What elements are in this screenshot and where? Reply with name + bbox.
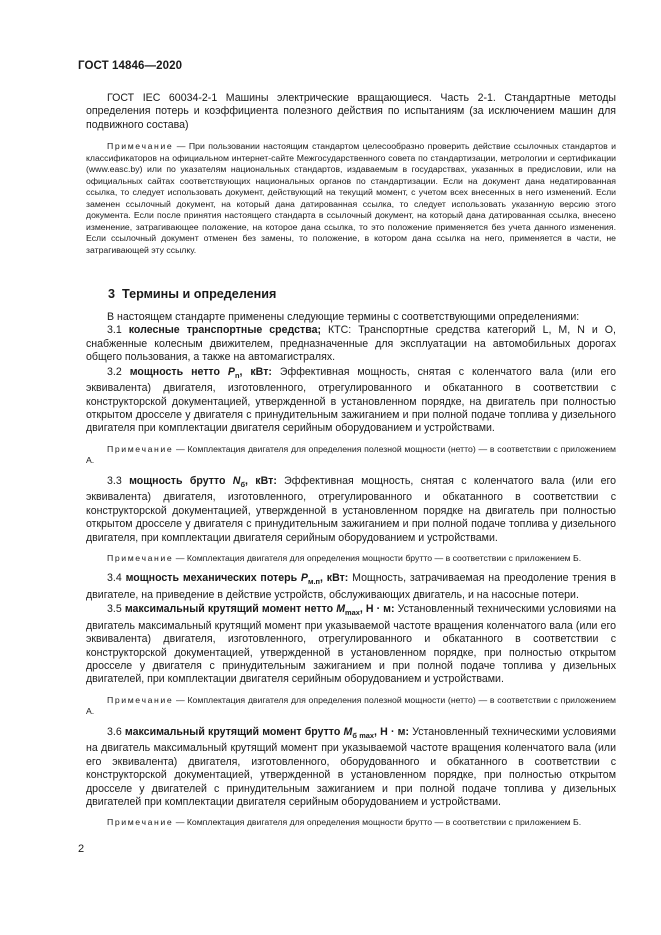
section-number: 3 xyxy=(108,287,116,301)
term-label: максимальный крутящий момент брутто $M_{б max}$, Н · м: xyxy=(124,725,410,740)
document-header: ГОСТ 14846—2020 xyxy=(78,60,183,72)
term-label: мощность нетто $P_n$, кВт: xyxy=(129,365,272,380)
term-3-4: 3.4 мощность механических потерь $P_{м.п}$, кВт: Мощность, затрачиваемая на преодоление трения в двигателе, на приведение в действие устройств, обслуживающих двигатель, и на насосные потери. xyxy=(86,572,616,601)
note-label: Примечание xyxy=(107,141,174,152)
term-3-1: 3.1 колесные транспортные средства; КТС: Транспортные средства категорий L, M, N и O, снабженные колесным движителем, предназначенные для эксплуатации на автомобильных дорогах общего пользования, а также на автомагистралях. xyxy=(86,324,616,364)
term-3-3: 3.3 мощность брутто $N_б$, кВт: Эффективная мощность, снятая с коленчатого вала (или его эквивалента) двигателя, изготовленного, отрегулированного и обкатанного в соответствии с конструкторской документацией, утвержденной в установленном порядке на двигатель при полностью открытом дросселе у двигателя с принудительным зажиганием и при полной подаче топлива у дизельного двигателя, при комплектации двигателя серийным оборудованием и устройствами. xyxy=(86,474,616,544)
page-number: 2 xyxy=(78,843,85,855)
note-intro: Примечание — При пользовании настоящим стандартом целесообразно проверить действие ссылочных стандартов и классификаторов на официальном интернет-сайте Межгосударственного совета по стандартизации, метрологии и сертификации (www.easc.by) или по указателям национальных стандартов, издаваемым в государствах, указанных в предисловии, или на официальных сайтах соответствующих национальных органов по стандартизации. Если на документ дана недатированная ссылка, то следует использовать документ, действующий на текущий момент, с учетом всех внесенных в него изменений. Если заменен ссылочный документ, на который дана датированная ссылка, то следует использовать указанную версию этого документа. Если после принятия настоящего стандарта в ссылочный документ, на который дана датированная ссылка, внесено изменение, затрагивающее положение, на которое дана ссылка, то это положение применяется без учета данного изменения. Если ссылочный документ отменен без замены, то положение, в котором дана ссылка на него, применяется в части, не затрагивающей эту ссылку. xyxy=(86,141,616,255)
term-3-5: 3.5 максимальный крутящий момент нетто $M_{max}$, Н · м: Установленный техническими условиями на двигатель максимальный крутящий момент при указываемой частоте вращения коленчатого вала (или его эквивалента) двигателя, изготовленного, отрегулированного и обкатанного в соответствии с конструкторской документацией, утвержденной в установленном порядке, при полностью открытом дросселе у двигателя с принудительным зажиганием и при полной подаче топлива у дизельных двигателей, при комплектации двигателя серийным оборудованием и устройствами. xyxy=(86,603,616,686)
term-label: максимальный крутящий момент нетто $M_{max}$, Н · м: xyxy=(124,603,395,618)
note-3-2: Примечание — Комплектация двигателя для определения полезной мощности (нетто) — в соответствии с приложением А. xyxy=(86,443,616,466)
term-label: мощность механических потерь $P_{м.п}$, кВт: xyxy=(125,572,349,587)
reference-iec: ГОСТ IEC 60034-2-1 Машины электрические вращающиеся. Часть 2-1. Стандартные методы определения потерь и коэффициента полезного действия по испытаниям (за исключением машин для подвижного состава) xyxy=(86,92,616,131)
note-3-3: Примечание — Комплектация двигателя для определения мощности брутто — в соответствии с приложением Б. xyxy=(107,552,582,563)
term-3-2: 3.2 мощность нетто $P_n$, кВт: Эффективная мощность, снятая с коленчатого вала (или его эквивалента) двигателя, изготовленного, отрегулированного и обкатанного в соответствии с конструкторской документацией, утвержденной в установленном порядке, на двигатель при полностью открытом дросселе у двигателя с принудительным зажиганием и при полной подаче топлива у дизельного двигателя при комплектации двигателя серийным оборудованием и устройствами. xyxy=(86,365,616,435)
term-label: мощность брутто $N_б$, кВт: xyxy=(129,474,277,489)
section-heading xyxy=(108,287,276,301)
terms-block xyxy=(86,311,616,829)
note-3-6: Примечание — Комплектация двигателя для определения мощности брутто — в соответствии с приложением Б. xyxy=(107,817,582,828)
term-3-6: 3.6 максимальный крутящий момент брутто $M_{б max}$, Н · м: Установленный техническими условиями на двигатель максимальный крутящий момент при указываемой частоте вращения коленчатого вала (или его эквивалента) двигателя, изготовленного, оборудованного и обкатанного в соответствии с конструкторской документацией, утвержденной в установленном порядке, при полностью открытом дросселе у двигателей с принудительным зажиганием и при полной подаче топлива у дизельных двигателей при комплектации двигателя серийным оборудованием и устройствами. xyxy=(86,725,616,809)
term-label: колесные транспортные средства; xyxy=(128,324,321,337)
reference-block xyxy=(86,92,616,256)
note-3-5: Примечание — Комплектация двигателя для определения полезной мощности (нетто) — в соответствии с приложением А. xyxy=(86,694,616,717)
terms-intro: В настоящем стандарте применены следующие термины с соответствующими определениями: xyxy=(107,311,580,323)
section-title: Термины и определения xyxy=(122,287,277,301)
